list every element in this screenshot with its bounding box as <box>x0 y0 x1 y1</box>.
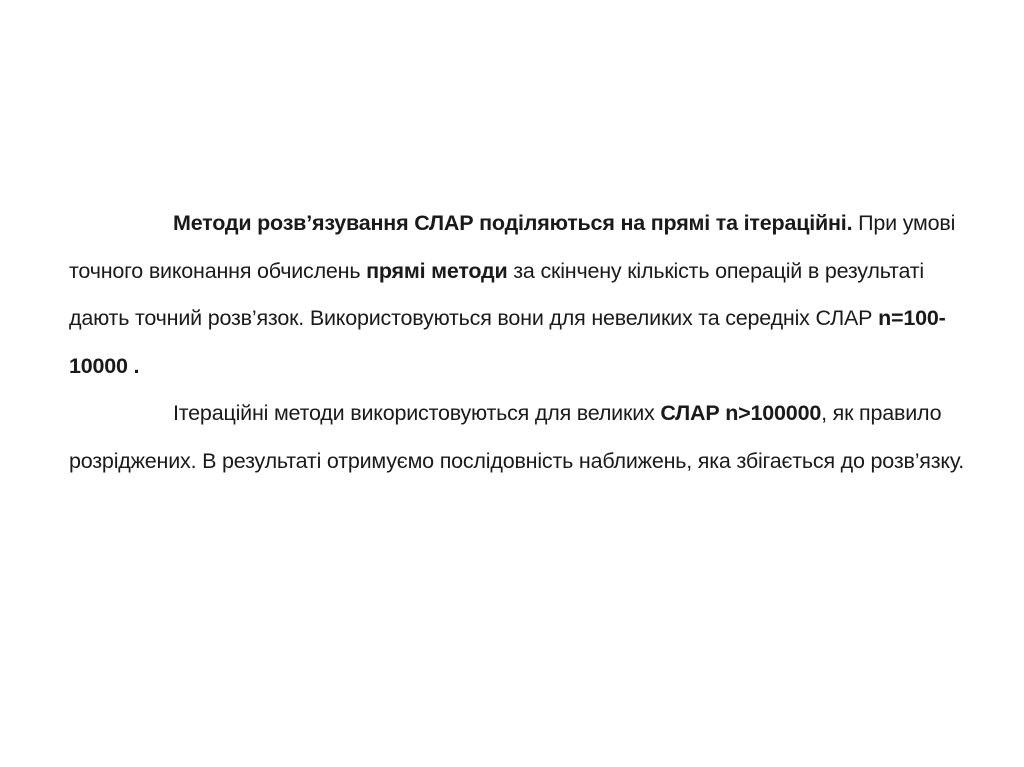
paragraph-direct-methods <box>69 200 969 390</box>
text-iterative-methods-intro: Ітераційні методи використовуються для великих <box>173 401 661 425</box>
text-iterative-methods-description: , як правило розріджених. В результаті отримуємо послідовність наближень, яка збігається до розв’язку. <box>69 401 964 473</box>
text-exact-computation: При умові точного виконання обчислень <box>69 211 956 283</box>
text-direct-methods-description: за скінчену кількість операцій в результаті дають точний розв’язок. Використовуються вони для невеликих та середніх СЛАР <box>69 258 924 330</box>
paragraph-iterative-methods <box>69 390 969 485</box>
heading-sentence-methods-classification: Методи розв’язування СЛАР поділяються на прямі та ітераційні. <box>173 211 853 235</box>
range-iterative-methods: СЛАР n>100000 <box>660 401 822 425</box>
term-direct-methods: прямі методи <box>366 258 508 283</box>
range-direct-methods: n=100-10000 . <box>69 306 946 378</box>
slide-text-body <box>69 200 969 485</box>
